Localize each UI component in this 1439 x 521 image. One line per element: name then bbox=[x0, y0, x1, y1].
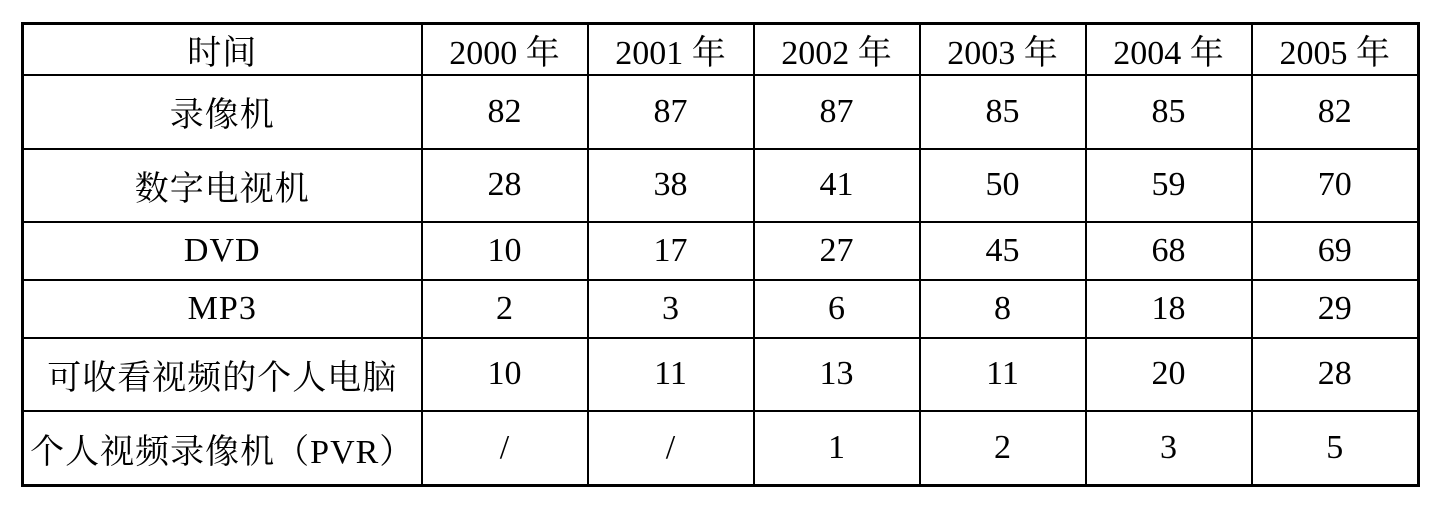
table-cell: 87 bbox=[754, 75, 920, 149]
table-cell: 10 bbox=[422, 338, 588, 412]
corner-header-cell: 时间 bbox=[23, 24, 422, 76]
table-cell: 50 bbox=[920, 149, 1086, 223]
table-cell: 28 bbox=[1252, 338, 1419, 412]
table-cell: 2 bbox=[920, 411, 1086, 485]
table-cell: 5 bbox=[1252, 411, 1419, 485]
table-cell: 6 bbox=[754, 280, 920, 338]
table-cell: 69 bbox=[1252, 222, 1419, 280]
table-cell: 82 bbox=[1252, 75, 1419, 149]
row-label-cell: 录像机 bbox=[23, 75, 422, 149]
table-cell: 17 bbox=[588, 222, 754, 280]
table-cell: 3 bbox=[588, 280, 754, 338]
row-label-cell: 可收看视频的个人电脑 bbox=[23, 338, 422, 412]
table-cell: 8 bbox=[920, 280, 1086, 338]
table-cell: 13 bbox=[754, 338, 920, 412]
table-cell: 59 bbox=[1086, 149, 1252, 223]
row-label-cell: 个人视频录像机（PVR） bbox=[23, 411, 422, 485]
table-cell: / bbox=[422, 411, 588, 485]
header-row bbox=[23, 24, 1419, 76]
table-row-mp3 bbox=[23, 280, 1419, 338]
table-cell: 18 bbox=[1086, 280, 1252, 338]
year-header-2004: 2004 年 bbox=[1086, 24, 1252, 76]
table-row-dvd bbox=[23, 222, 1419, 280]
table-cell: 10 bbox=[422, 222, 588, 280]
table-cell: / bbox=[588, 411, 754, 485]
table-row-digital-tv bbox=[23, 149, 1419, 223]
table-cell: 85 bbox=[920, 75, 1086, 149]
row-label-cell: MP3 bbox=[23, 280, 422, 338]
year-header-2005: 2005 年 bbox=[1252, 24, 1419, 76]
table-cell: 87 bbox=[588, 75, 754, 149]
table-row-video-pc bbox=[23, 338, 1419, 412]
table-cell: 11 bbox=[588, 338, 754, 412]
table-cell: 1 bbox=[754, 411, 920, 485]
table-cell: 68 bbox=[1086, 222, 1252, 280]
table-cell: 82 bbox=[422, 75, 588, 149]
row-label-cell: 数字电视机 bbox=[23, 149, 422, 223]
table-cell: 3 bbox=[1086, 411, 1252, 485]
year-header-2002: 2002 年 bbox=[754, 24, 920, 76]
table-cell: 27 bbox=[754, 222, 920, 280]
table-cell: 45 bbox=[920, 222, 1086, 280]
row-label-cell: DVD bbox=[23, 222, 422, 280]
table-cell: 70 bbox=[1252, 149, 1419, 223]
year-header-2003: 2003 年 bbox=[920, 24, 1086, 76]
data-table bbox=[21, 22, 1420, 487]
table-cell: 20 bbox=[1086, 338, 1252, 412]
table-cell: 11 bbox=[920, 338, 1086, 412]
table-cell: 29 bbox=[1252, 280, 1419, 338]
table-cell: 41 bbox=[754, 149, 920, 223]
table-row-vcr bbox=[23, 75, 1419, 149]
table-cell: 2 bbox=[422, 280, 588, 338]
table-cell: 38 bbox=[588, 149, 754, 223]
year-header-2000: 2000 年 bbox=[422, 24, 588, 76]
table-row-pvr bbox=[23, 411, 1419, 485]
year-header-2001: 2001 年 bbox=[588, 24, 754, 76]
table-cell: 85 bbox=[1086, 75, 1252, 149]
table-cell: 28 bbox=[422, 149, 588, 223]
